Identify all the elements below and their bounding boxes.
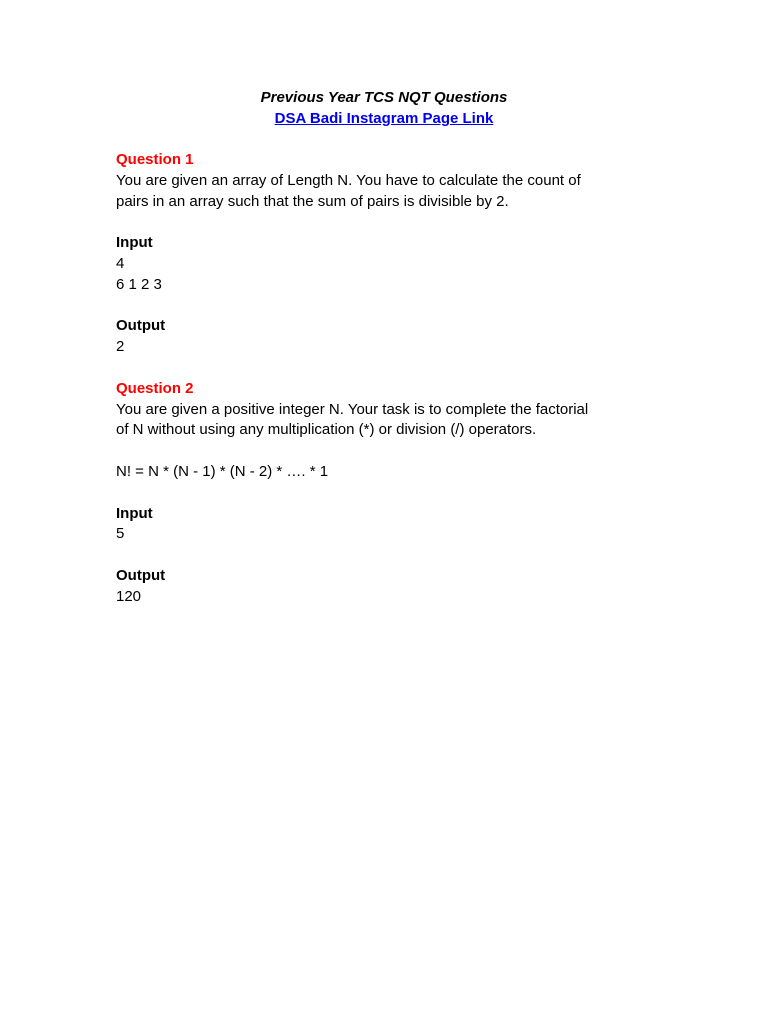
spacer — [116, 483, 656, 504]
question-1-output-line-1: 2 — [116, 338, 125, 356]
question-1-output-label: Output — [116, 317, 166, 335]
question-2-description-line-2: of N without using any multiplication (*) or division (/) operators. — [116, 421, 537, 439]
spacer — [116, 296, 656, 317]
question-2-output-label: Output — [116, 566, 166, 584]
question-2-heading: Question 2 — [116, 379, 194, 397]
document-title: Previous Year TCS NQT Questions — [260, 89, 508, 106]
question-2-output-line-1: 120 — [116, 587, 142, 605]
spacer — [116, 545, 656, 566]
spacer — [116, 358, 656, 379]
question-1-input-line-2: 6 1 2 3 — [116, 275, 162, 293]
question-2-formula: N! = N * (N - 1) * (N - 2) * …. * 1 — [116, 462, 329, 480]
spacer — [116, 212, 656, 233]
question-2-description-line-1: You are given a positive integer N. Your task is to complete the factorial — [116, 400, 589, 418]
question-1-description-line-2: pairs in an array such that the sum of pairs is divisible by 2. — [116, 192, 509, 210]
question-1-input-line-1: 4 — [116, 254, 125, 272]
question-2-input-line-1: 5 — [116, 525, 125, 543]
question-1-description-line-1: You are given an array of Length N. You have to calculate the count of — [116, 171, 581, 189]
spacer — [116, 441, 656, 462]
document-header — [0, 88, 768, 129]
question-1-heading: Question 1 — [116, 151, 194, 168]
document-body — [116, 150, 656, 608]
question-2-input-label: Input — [116, 504, 153, 522]
question-1-input-label: Input — [116, 234, 153, 252]
instagram-page-link[interactable]: DSA Badi Instagram Page Link — [274, 110, 494, 127]
